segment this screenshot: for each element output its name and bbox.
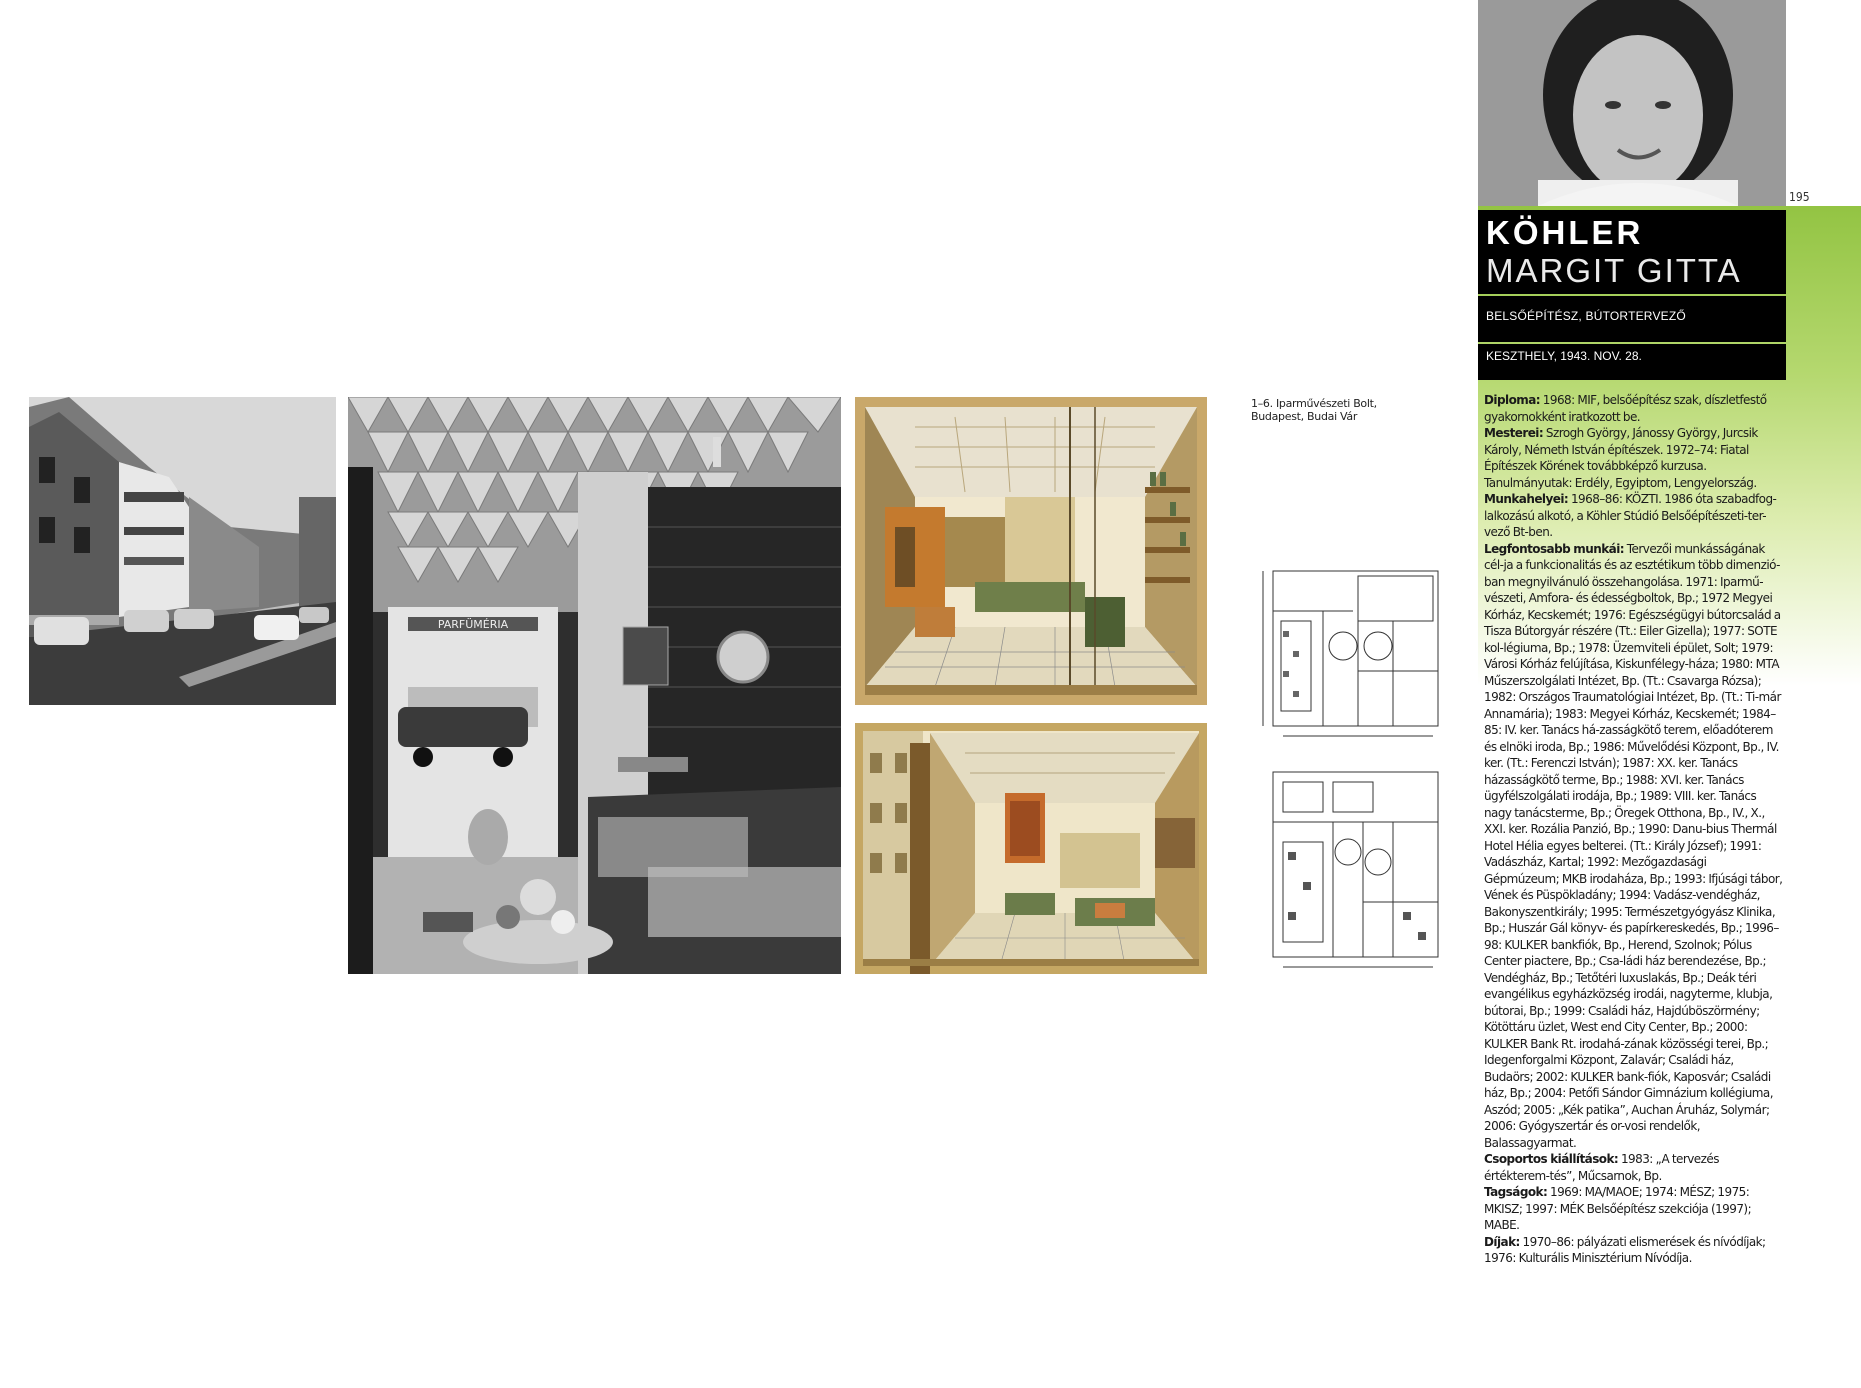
bio-paragraph	[1484, 1234, 1784, 1267]
bio-paragraph	[1484, 425, 1784, 491]
floor-plan-top	[1253, 551, 1458, 746]
shop-interior-photo	[348, 397, 841, 974]
bio-label: Diploma:	[1484, 393, 1541, 407]
shop-sign-text: PARFÜMÉRIA	[437, 618, 509, 631]
bio-text: 1970–86: pályázati elismerések és nívódíjak; 1976: Kulturális Minisztérium Nívódíja.	[1484, 1234, 1766, 1265]
bio-text: 1983: „A tervezés értékterem-tés”, Műcsarnok, Bp.	[1484, 1152, 1719, 1183]
given-names: MARGIT GITTA	[1486, 252, 1742, 289]
bio-text: 1968: MIF, belsőépítész szak, díszletfestő gyakornokként iratkozott be.	[1484, 393, 1767, 424]
bio-paragraph	[1484, 491, 1784, 541]
birth-text: KESZTHELY, 1943. NOV. 28.	[1486, 349, 1642, 363]
bio-text: Szrogh György, Jánossy György, Jurcsik Károly, Németh István építészek. 1972–74: Fiatal Építészek Körének továbbképző kurzusa. Tanulmányutak: Erdély, Egyiptom, Lengyelország.	[1484, 426, 1758, 490]
name-header	[1478, 210, 1786, 294]
bio-text: 1969: MA/MAOE; 1974: MÉSZ; 1975: MKISZ; 1997: MÉK Belsőépítész szekciója (1997); MABE.	[1484, 1185, 1752, 1232]
biography-text	[1484, 392, 1784, 1267]
surname: KÖHLER	[1486, 214, 1644, 251]
bio-paragraph	[1484, 392, 1784, 425]
shop-drawing-bottom	[855, 723, 1207, 974]
shop-drawing-top	[855, 397, 1207, 705]
bio-label: Tagságok:	[1484, 1185, 1548, 1199]
floor-plan-bottom	[1253, 752, 1458, 977]
bio-label: Mesterei:	[1484, 426, 1544, 440]
bio-label: Legfontosabb munkái:	[1484, 541, 1625, 556]
street-photo	[29, 397, 336, 705]
birth-bar	[1478, 344, 1786, 380]
bio-text: Tervezői munkásságának cél-ja a funkcionalitás és az esztétikum több dimenzió-ban megnyilvánuló összehangolása. 1971: Iparmű-vészeti, Amfora- és édességboltok, Bp.; 1972 Megyei Kórház, Kecskemét; 1976: Egészségügyi bútorcsalád a Tisza Bútorgyár részére (Tt.: Eiler Gizella); 1977: SOTE kol-légiuma, Bp.; 1978: Üzemviteli épület, Solt; 1979: Városi Kórház felújítása, Kiskunfélegy-háza; 1980: MTA Műszerszolgálati Intézet, Bp. (Tt.: Csavarga Rózsa); 1982: Országos Traumatológiai Intézet, Bp. (Tt.: Ti-már Annamária); 1983: Megyei Kórház, Kecskemét; 1984–85: IV. ker. Tanács há-zasságkötő terem, előadóterem és elnöki iroda, Bp.; 1986: Művelődési Központ, Bp., IV. ker. (Tt.: Ferenczi István); 1987: XX. ker. Tanács házasságkötő terme, Bp.; 1988: XVI. ker. Tanács ügyfélszolgálati irodája, Bp.; 1989: VIII. ker. Tanács nagy tanácsterme, Bp.; Öregek Otthona, Bp., IV., X., XXI. ker. Rozália Panzió, Bp.; 1990: Danu-bius Thermál Hotel Hélia egyes belterei. (Tt.: Király József); 1991: Vadászház, Kartal; 1992: Mezőgazdasági Gépmúzeum; MKB irodaháza, Bp.; 1993: Ifjúsági tábor, Vének és Püspökladány; 1994: Vadász-vendégház, Bakonyszentkirály; 1995: Természetgyógyász Klinika, Bp.; Huszár Gál könyv- és papírkereskedés, Bp.; 1996–98: KULKER bankfiók, Bp., Herend, Szolnok; Pólus Center piactere, Bp.; Csa-ládi ház berendezése, Bp.; Vendégház, Bp.; Tetőtéri luxuslakás, Bp.; Deák téri evangélikus egyházközség irodái, nagyterme, klubja, bútorai, Bp.; 1999: Családi ház, Hajdúböszörmény; Kötöttáru üzlet, West end City Center, Bp.; 2000: KULKER Bank Rt. irodahá-zának közösségi terei, Bp.; Idegenforgalmi Központ, Zalavár; Családi ház, Budaörs; 2002: KULKER bank-fiók, Kaposvár; Családi ház, Bp.; 2004: Petőfi Sándor Gimnázium kollégiuma, Aszód; 2005: „Kék patika”, Auchan Áruház, Solymár; 2006: Gyógyszertár és or-vosi rendelők, Balassagyarmat.	[1484, 541, 1783, 1150]
bio-text: 1968–86: KÖZTI. 1986 óta szabadfog-lalkozású alkotó, a Köhler Stúdió Belsőépítészeti-ter-vező Bt-ben.	[1484, 492, 1777, 539]
bio-paragraph	[1484, 1184, 1784, 1234]
portrait-photo	[1478, 0, 1786, 206]
bio-paragraph	[1484, 541, 1784, 1152]
profession-text: BELSŐÉPÍTÉSZ, BÚTORTERVEZŐ	[1486, 309, 1686, 323]
bio-label: Munkahelyei:	[1484, 492, 1569, 506]
bio-paragraph	[1484, 1151, 1784, 1184]
photo-caption: 1–6. Iparművészeti Bolt, Budapest, Budai Vár	[1251, 397, 1377, 423]
bio-label: Díjak:	[1484, 1234, 1520, 1249]
bio-label: Csoportos kiállítások:	[1484, 1152, 1619, 1166]
page-number: 195	[1789, 190, 1810, 204]
profession-bar	[1478, 296, 1786, 342]
